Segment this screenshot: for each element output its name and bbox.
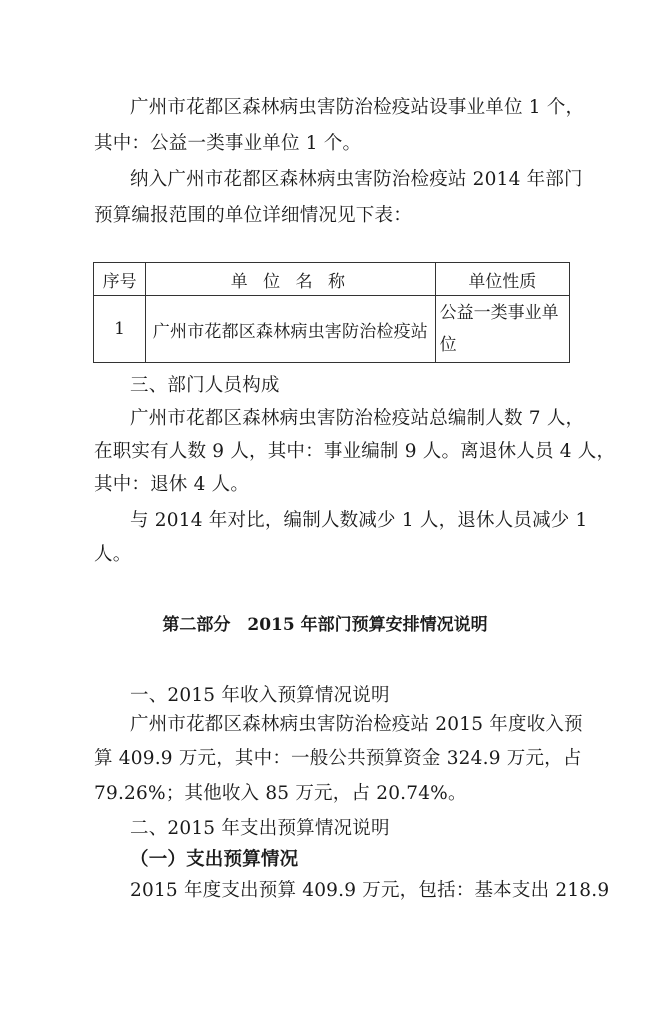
section3-line-1: 广州市花都区森林病虫害防治检疫站总编制人数 7 人， (130, 408, 585, 429)
section3-line-5: 人。 (94, 544, 132, 565)
section3-line-2: 在职实有人数 9 人，其中：事业编制 9 人。离退休人员 4 人， (94, 441, 616, 462)
income-line-1: 广州市花都区森林病虫害防治检疫站 2015 年度收入预 (130, 714, 583, 735)
income-heading: 一、2015 年收入预算情况说明 (130, 685, 390, 706)
header-unit-nature: 单位性质 (435, 263, 569, 296)
expense-subheading: （一）支出预算情况 (130, 849, 299, 870)
unit-table (93, 262, 570, 363)
intro-line-3: 纳入广州市花都区森林病虫害防治检疫站 2014 年部门 (130, 169, 583, 190)
section3-line-3: 其中：退休 4 人。 (94, 474, 250, 495)
income-line-3: 79.26%；其他收入 85 万元，占 20.74%。 (94, 783, 467, 804)
row-unit-nature: 公益一类事业单位 (435, 296, 569, 363)
section3-line-4: 与 2014 年对比，编制人数减少 1 人，退休人员减少 1 (130, 510, 588, 531)
expense-line-1: 2015 年度支出预算 409.9 万元，包括：基本支出 218.9 (130, 880, 610, 901)
header-unit-name: 单 位 名 称 (146, 263, 435, 296)
unit-table-header-row (94, 263, 570, 296)
intro-line-2: 其中：公益一类事业单位 1 个。 (94, 133, 362, 154)
table-row (94, 296, 570, 363)
row-unit-name: 广州市花都区森林病虫害防治检疫站 (146, 296, 435, 363)
header-serial-no: 序号 (94, 263, 146, 296)
expense-heading: 二、2015 年支出预算情况说明 (130, 818, 390, 839)
section3-heading: 三、部门人员构成 (130, 375, 280, 396)
income-line-2: 算 409.9 万元，其中：一般公共预算资金 324.9 万元，占 (94, 748, 582, 769)
part2-title: 第二部分 2015 年部门预算安排情况说明 (162, 615, 488, 635)
intro-line-1: 广州市花都区森林病虫害防治检疫站设事业单位 1 个， (130, 97, 585, 118)
row-serial-no: 1 (94, 296, 146, 363)
intro-line-4: 预算编报范围的单位详细情况见下表： (94, 205, 412, 226)
